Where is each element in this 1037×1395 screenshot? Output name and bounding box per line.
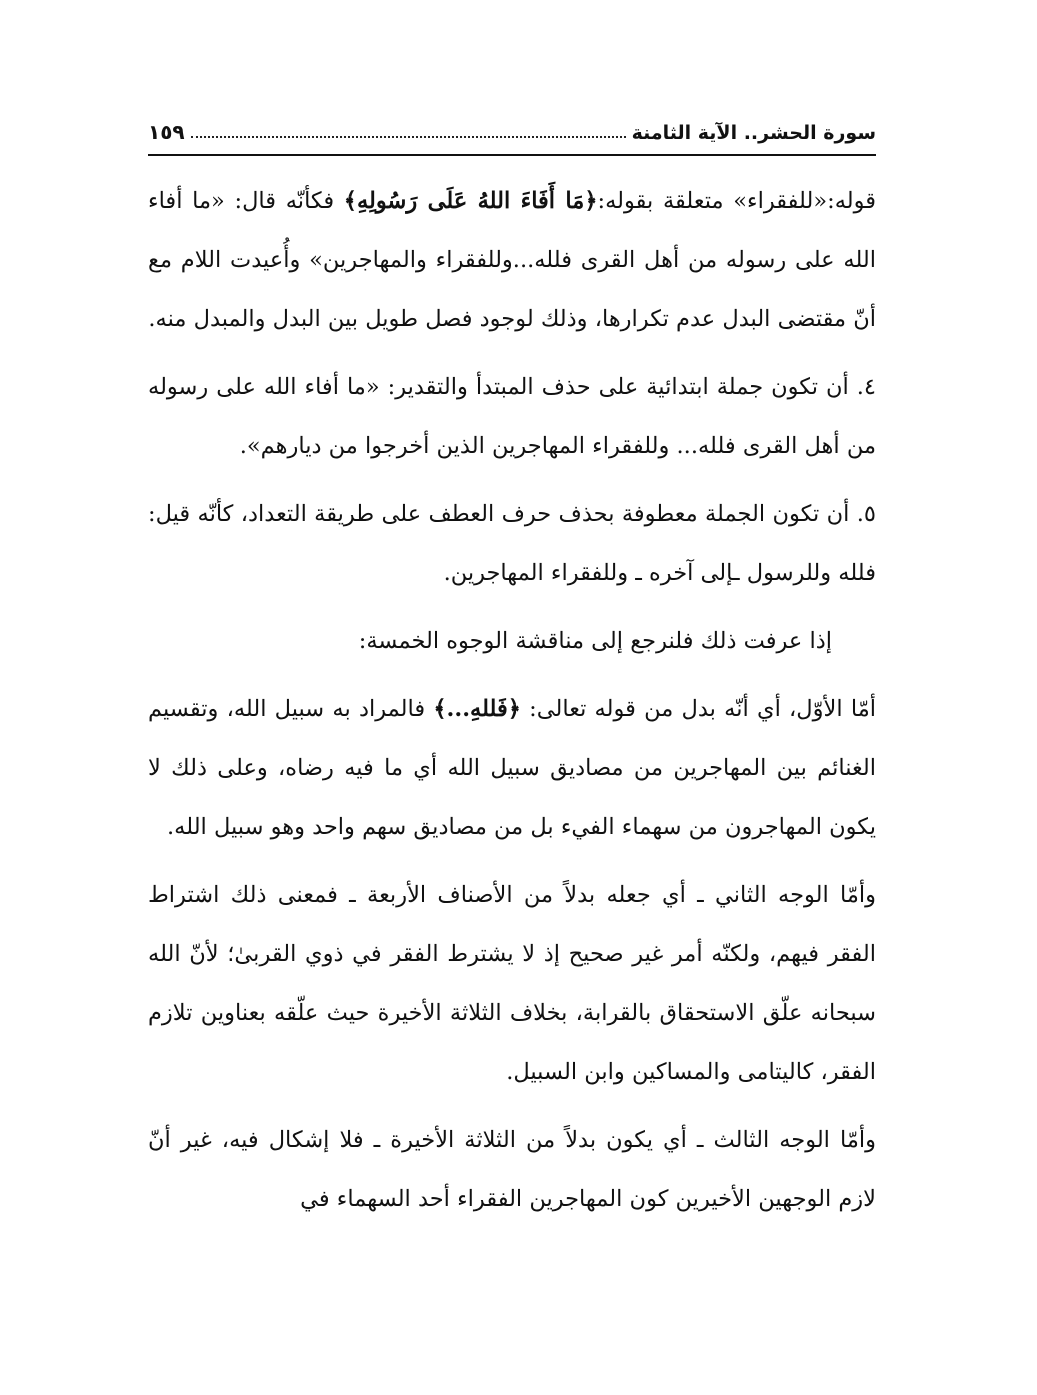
paragraph-text: وأمّا الوجه الثاني ـ أي جعله بدلاً من الأصناف الأربعة ـ فمعنى ذلك اشتراط الفقر فيهم، ولكنّه أمر غير صحيح إذ لا يشترط الفقر في ذوي القربىٰ؛ لأنّ الله سبحانه علّق الاستحقاق بالقرابة، بخلاف الثلاثة الأخيرة حيث علّقه بعناوين تلازم الفقر، كاليتامى والمساكين وابن السبيل. [148, 882, 876, 1085]
paragraph [148, 358, 876, 476]
running-header [148, 110, 876, 144]
paragraph [148, 612, 876, 671]
paragraph [148, 172, 876, 349]
paragraph-text: فكأنّه قال: «ما أفاء الله على رسوله من أهل القرى فلله...وللفقراء والمهاجرين» وأُعيدت اللام مع أنّ مقتضى البدل عدم تكرارها، وذلك لوجود فصل طويل بين البدل والمبدل منه. [148, 188, 876, 332]
paragraph [148, 866, 876, 1102]
body-text [148, 172, 876, 1238]
paragraph-text: فالمراد به سبيل الله، وتقسيم الغنائم بين المهاجرين من مصاديق سبيل الله أي ما فيه رضاه، وعلى ذلك لا يكون المهاجرون من سهماء الفيء بل من مصاديق سهم واحد وهو سبيل الله. [148, 696, 876, 840]
paragraph-text: ٤. أن تكون جملة ابتدائية على حذف المبتدأ والتقدير: «ما أفاء الله على رسوله من أهل القرى فلله... وللفقراء المهاجرين الذين أخرجوا من ديارهم». [148, 374, 876, 459]
header-title: سورة الحشر.. الآية الثامنة [631, 122, 876, 144]
quran-verse: ﴿مَا أَفَاءَ اللهُ عَلَى رَسُولِهِ﴾ [343, 188, 598, 214]
paragraph [148, 1111, 876, 1229]
paragraph [148, 485, 876, 603]
page-number: ١٥٩ [148, 120, 185, 144]
paragraph-text: وأمّا الوجه الثالث ـ أي يكون بدلاً من الثلاثة الأخيرة ـ فلا إشكال فيه، غير أنّ لازم الوجهين الأخيرين كون المهاجرين الفقراء أحد السهماء في [148, 1127, 876, 1212]
paragraph-text: إذا عرفت ذلك فلنرجع إلى مناقشة الوجوه الخمسة: [358, 628, 832, 654]
quran-verse: ﴿فَللهِ...﴾ [433, 696, 521, 722]
header-rule [148, 154, 876, 156]
paragraph-text: أمّا الأوّل، أي أنّه بدل من قوله تعالى: [520, 696, 876, 722]
paragraph [148, 680, 876, 857]
header-dot-leader [191, 135, 626, 138]
paragraph-text: قوله:«للفقراء» متعلقة بقوله: [597, 188, 876, 214]
paragraph-text: ٥. أن تكون الجملة معطوفة بحذف حرف العطف على طريقة التعداد، كأنّه قيل: فلله وللرسول ـإلى آخره ـ وللفقراء المهاجرين. [148, 501, 876, 586]
